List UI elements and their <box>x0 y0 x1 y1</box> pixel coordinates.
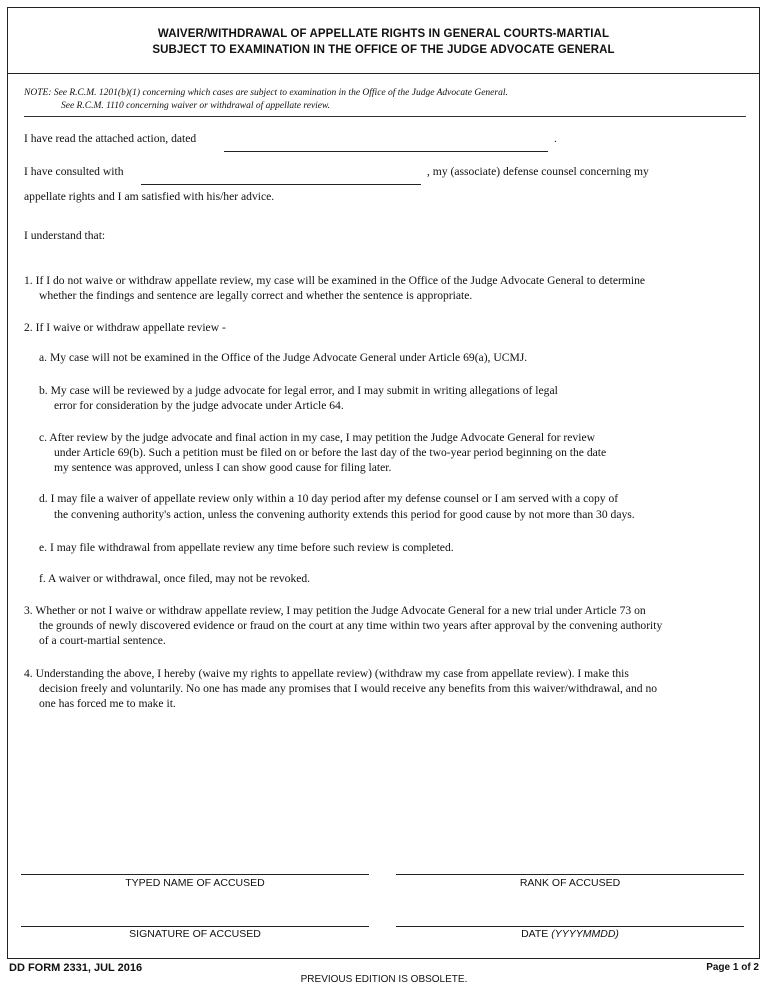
form-title-line-2: SUBJECT TO EXAMINATION IN THE OFFICE OF THE JUDGE ADVOCATE GENERAL <box>152 44 615 56</box>
consulted-with-label: I have consulted with <box>24 165 124 178</box>
rank-field[interactable] <box>396 874 744 875</box>
rank-label: RANK OF ACCUSED <box>519 877 621 889</box>
appellate-rights-text: appellate rights and I am satisfied with his/her advice. <box>24 190 275 203</box>
item-1-line-2: whether the findings and sentence are legally correct and whether the sentence is appropriate. <box>39 289 473 302</box>
item-3-line-3: of a court-martial sentence. <box>39 634 166 647</box>
item-2d-line-1: d. I may file a waiver of appellate review only within a 10 day period after my defense counsel or I am served with a copy of <box>39 492 619 505</box>
date-format-hint: (YYYYMMDD) <box>551 928 619 940</box>
item-2b-line-1: b. My case will be reviewed by a judge advocate for legal error, and I may submit in writing allegations of legal <box>39 384 558 397</box>
signature-field[interactable] <box>21 926 369 927</box>
read-action-label: I have read the attached action, dated <box>24 132 197 145</box>
item-4-line-1: 4. Understanding the above, I hereby (waive my rights to appellate review) (withdraw my case from appellate review). I make this <box>24 667 629 680</box>
item-2a: a. My case will not be examined in the Office of the Judge Advocate General under Article 69(a), UCMJ. <box>39 351 528 364</box>
item-1-line-1: 1. If I do not waive or withdraw appellate review, my case will be examined in the Office of the Judge Advocate General to determine <box>24 274 646 287</box>
item-2c-line-1: c. After review by the judge advocate and final action in my case, I may petition the Judge Advocate General for review <box>39 431 595 444</box>
item-3-line-2: the grounds of newly discovered evidence or fraud on the court at any time within two years after approval by the convening authority <box>39 619 663 632</box>
item-2e: e. I may file withdrawal from appellate review any time before such review is completed. <box>39 541 454 554</box>
note-line-1: NOTE: See R.C.M. 1201(b)(1) concerning which cases are subject to examination in the Office of the Judge Advocate General. <box>24 88 508 98</box>
date-field[interactable] <box>396 926 744 927</box>
item-3-line-1: 3. Whether or not I waive or withdraw appellate review, I may petition the Judge Advocate General for a new trial under Article 73 on <box>24 604 646 617</box>
item-2c-line-3: my sentence was approved, unless I can show good cause for filing later. <box>54 461 392 474</box>
item-2-heading: 2. If I waive or withdraw appellate review - <box>24 321 226 334</box>
understand-heading: I understand that: <box>24 229 106 242</box>
read-action-period: . <box>554 132 557 145</box>
typed-name-label: TYPED NAME OF ACCUSED <box>125 877 265 889</box>
form-title-box <box>8 8 759 74</box>
date-label-text: DATE <box>521 928 552 940</box>
page-number: Page 1 of 2 <box>706 962 759 973</box>
action-date-field[interactable] <box>224 151 548 152</box>
item-4-line-3: one has forced me to make it. <box>39 697 176 710</box>
previous-edition-note: PREVIOUS EDITION IS OBSOLETE. <box>300 974 468 985</box>
form-title-line-1: WAIVER/WITHDRAWAL OF APPELLATE RIGHTS IN GENERAL COURTS-MARTIAL <box>157 28 610 40</box>
form-frame <box>7 7 760 959</box>
consulted-mid-text: , my (associate) defense counsel concerning my <box>427 165 649 178</box>
date-label <box>396 928 744 940</box>
note-line-2: See R.C.M. 1110 concerning waiver or withdrawal of appellate review. <box>61 101 331 111</box>
item-2b-line-2: error for consideration by the judge advocate under Article 64. <box>54 399 344 412</box>
form-number: DD FORM 2331, JUL 2016 <box>9 962 143 974</box>
item-4-line-2: decision freely and voluntarily. No one has made any promises that I would receive any benefits from this waiver/withdrawal, and no <box>39 682 658 695</box>
item-2c-line-2: under Article 69(b). Such a petition must be filed on or before the last day of the two-year period beginning on the date <box>54 446 607 459</box>
defense-counsel-field[interactable] <box>141 184 421 185</box>
typed-name-field[interactable] <box>21 874 369 875</box>
item-2d-line-2: the convening authority's action, unless the convening authority extends this period for good cause by not more than 30 days. <box>54 508 635 521</box>
item-2f: f. A waiver or withdrawal, once filed, may not be revoked. <box>39 572 311 585</box>
note-divider <box>24 116 746 117</box>
signature-label: SIGNATURE OF ACCUSED <box>129 928 261 940</box>
